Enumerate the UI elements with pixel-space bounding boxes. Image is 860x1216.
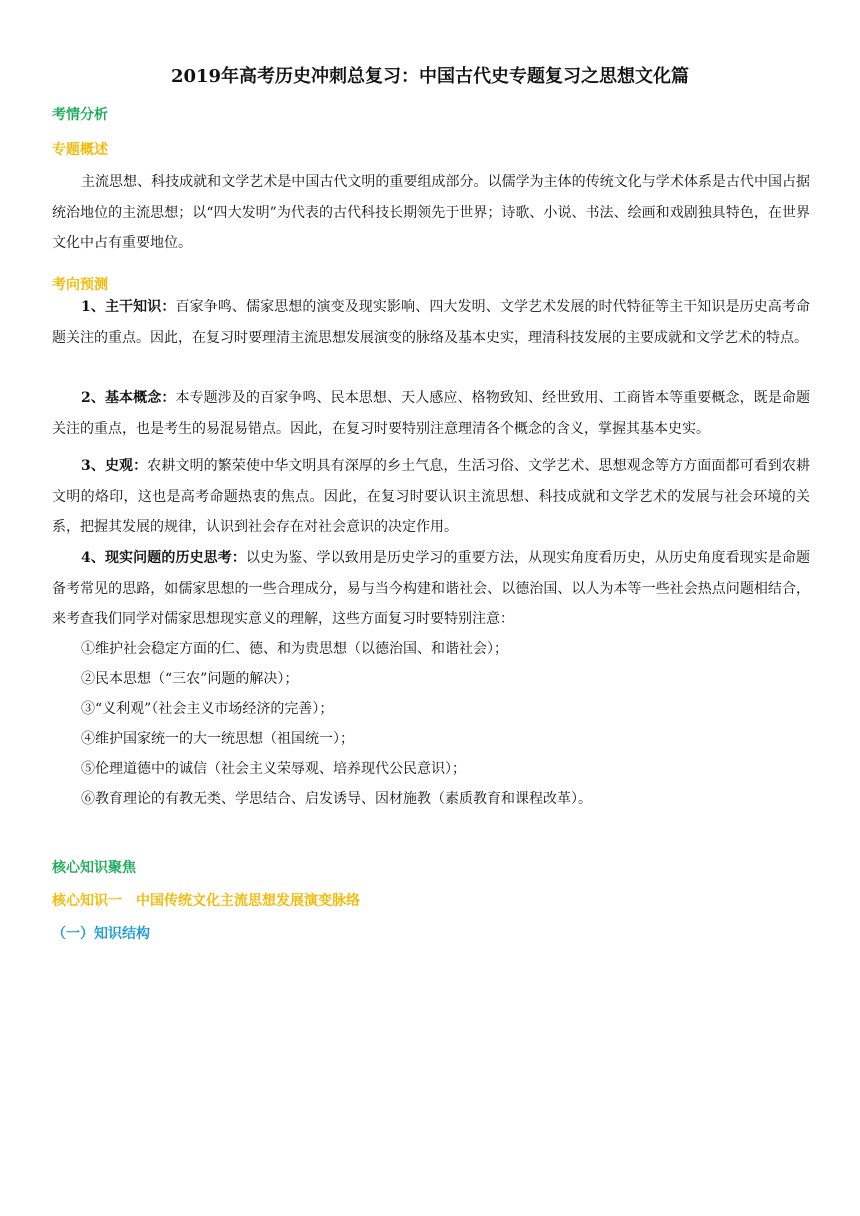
list-item: ⑥教育理论的有教无类、学思结合、启发诱导、因材施教（素质教育和课程改革）。 xyxy=(81,791,592,807)
trend-paragraph-3 xyxy=(52,451,810,543)
trend-text-3: 农耕文明的繁荣使中华文明具有深厚的乡土气息，生活习俗、文学艺术、思想观念等方方面面都可看到农耕文明的烙印，这也是高考命题热衷的焦点。因此，在复习时要认识主流思想、科技成就和文学艺术的发展与社会环境的关系，把握其发展的规律，认识到社会存在对社会意识的决定作用。 xyxy=(52,458,810,535)
trend-text-2: 本专题涉及的百家争鸣、民本思想、天人感应、格物致知、经世致用、工商皆本等重要概念，既是命题关注的重点，也是考生的易混易错点。因此，在复习时要特别注意理清各个概念的含义，掌握其基本史实。 xyxy=(52,390,810,437)
list-item: ①维护社会稳定方面的仁、德、和为贵思想（以德治国、和谐社会）； xyxy=(81,641,508,657)
trend-text-4: 以史为鉴、学以致用是历史学习的重要方法，从现实角度看历史，从历史角度看现实是命题备考常见的思路，如儒家思想的一些合理成分，易与当今构建和谐社会、以德治国、以人为本等一些社会热点问题相结合，来考查我们同学对儒家思想现实意义的理解，这些方面复习时要特别注意： xyxy=(52,550,810,627)
heading-exam-analysis: 考情分析 xyxy=(52,107,108,123)
heading-core-focus: 核心知识聚焦 xyxy=(52,860,136,876)
trend-label-2: 2、基本概念： xyxy=(81,390,176,406)
heading-topic-overview: 专题概述 xyxy=(52,142,108,158)
list-item: ②民本思想（“三农”问题的解决）； xyxy=(81,671,299,687)
trend-paragraph-2 xyxy=(52,383,810,444)
trend-paragraph-1 xyxy=(52,292,810,353)
page-title: 2019年高考历史冲刺总复习：中国古代史专题复习之思想文化篇 xyxy=(170,66,690,87)
trend-label-4: 4、现实问题的历史思考： xyxy=(81,550,246,566)
trend-label-1: 1、主干知识： xyxy=(81,299,176,315)
list-item: ④维护国家统一的大一统思想（祖国统一）； xyxy=(81,731,354,747)
trend-paragraph-4 xyxy=(52,543,810,635)
list-item: ③“义利观”（社会主义市场经济的完善）； xyxy=(81,701,334,717)
list-item: ⑤伦理道德中的诚信（社会主义荣辱观、培养现代公民意识）； xyxy=(81,761,466,777)
heading-knowledge-structure: （一）知识结构 xyxy=(52,926,150,942)
trend-label-3: 3、史观： xyxy=(81,458,148,474)
overview-paragraph: 主流思想、科技成就和文学艺术是中国古代文明的重要组成部分。以儒学为主体的传统文化与学术体系是古代中国占据统治地位的主流思想；以“四大发明”为代表的古代科技长期领先于世界；诗歌、小说、书法、绘画和戏剧独具特色，在世界文化中占有重要地位。 xyxy=(52,174,810,251)
trend-text-1: 百家争鸣、儒家思想的演变及现实影响、四大发明、文学艺术发展的时代特征等主干知识是历史高考命题关注的重点。因此，在复习时要理清主流思想发展演变的脉络及基本史实，理清科技发展的主要成就和文学艺术的特点。 xyxy=(52,299,810,346)
heading-core-one: 核心知识一 中国传统文化主流思想发展演变脉络 xyxy=(52,893,360,909)
heading-exam-trend: 考向预测 xyxy=(52,277,108,293)
